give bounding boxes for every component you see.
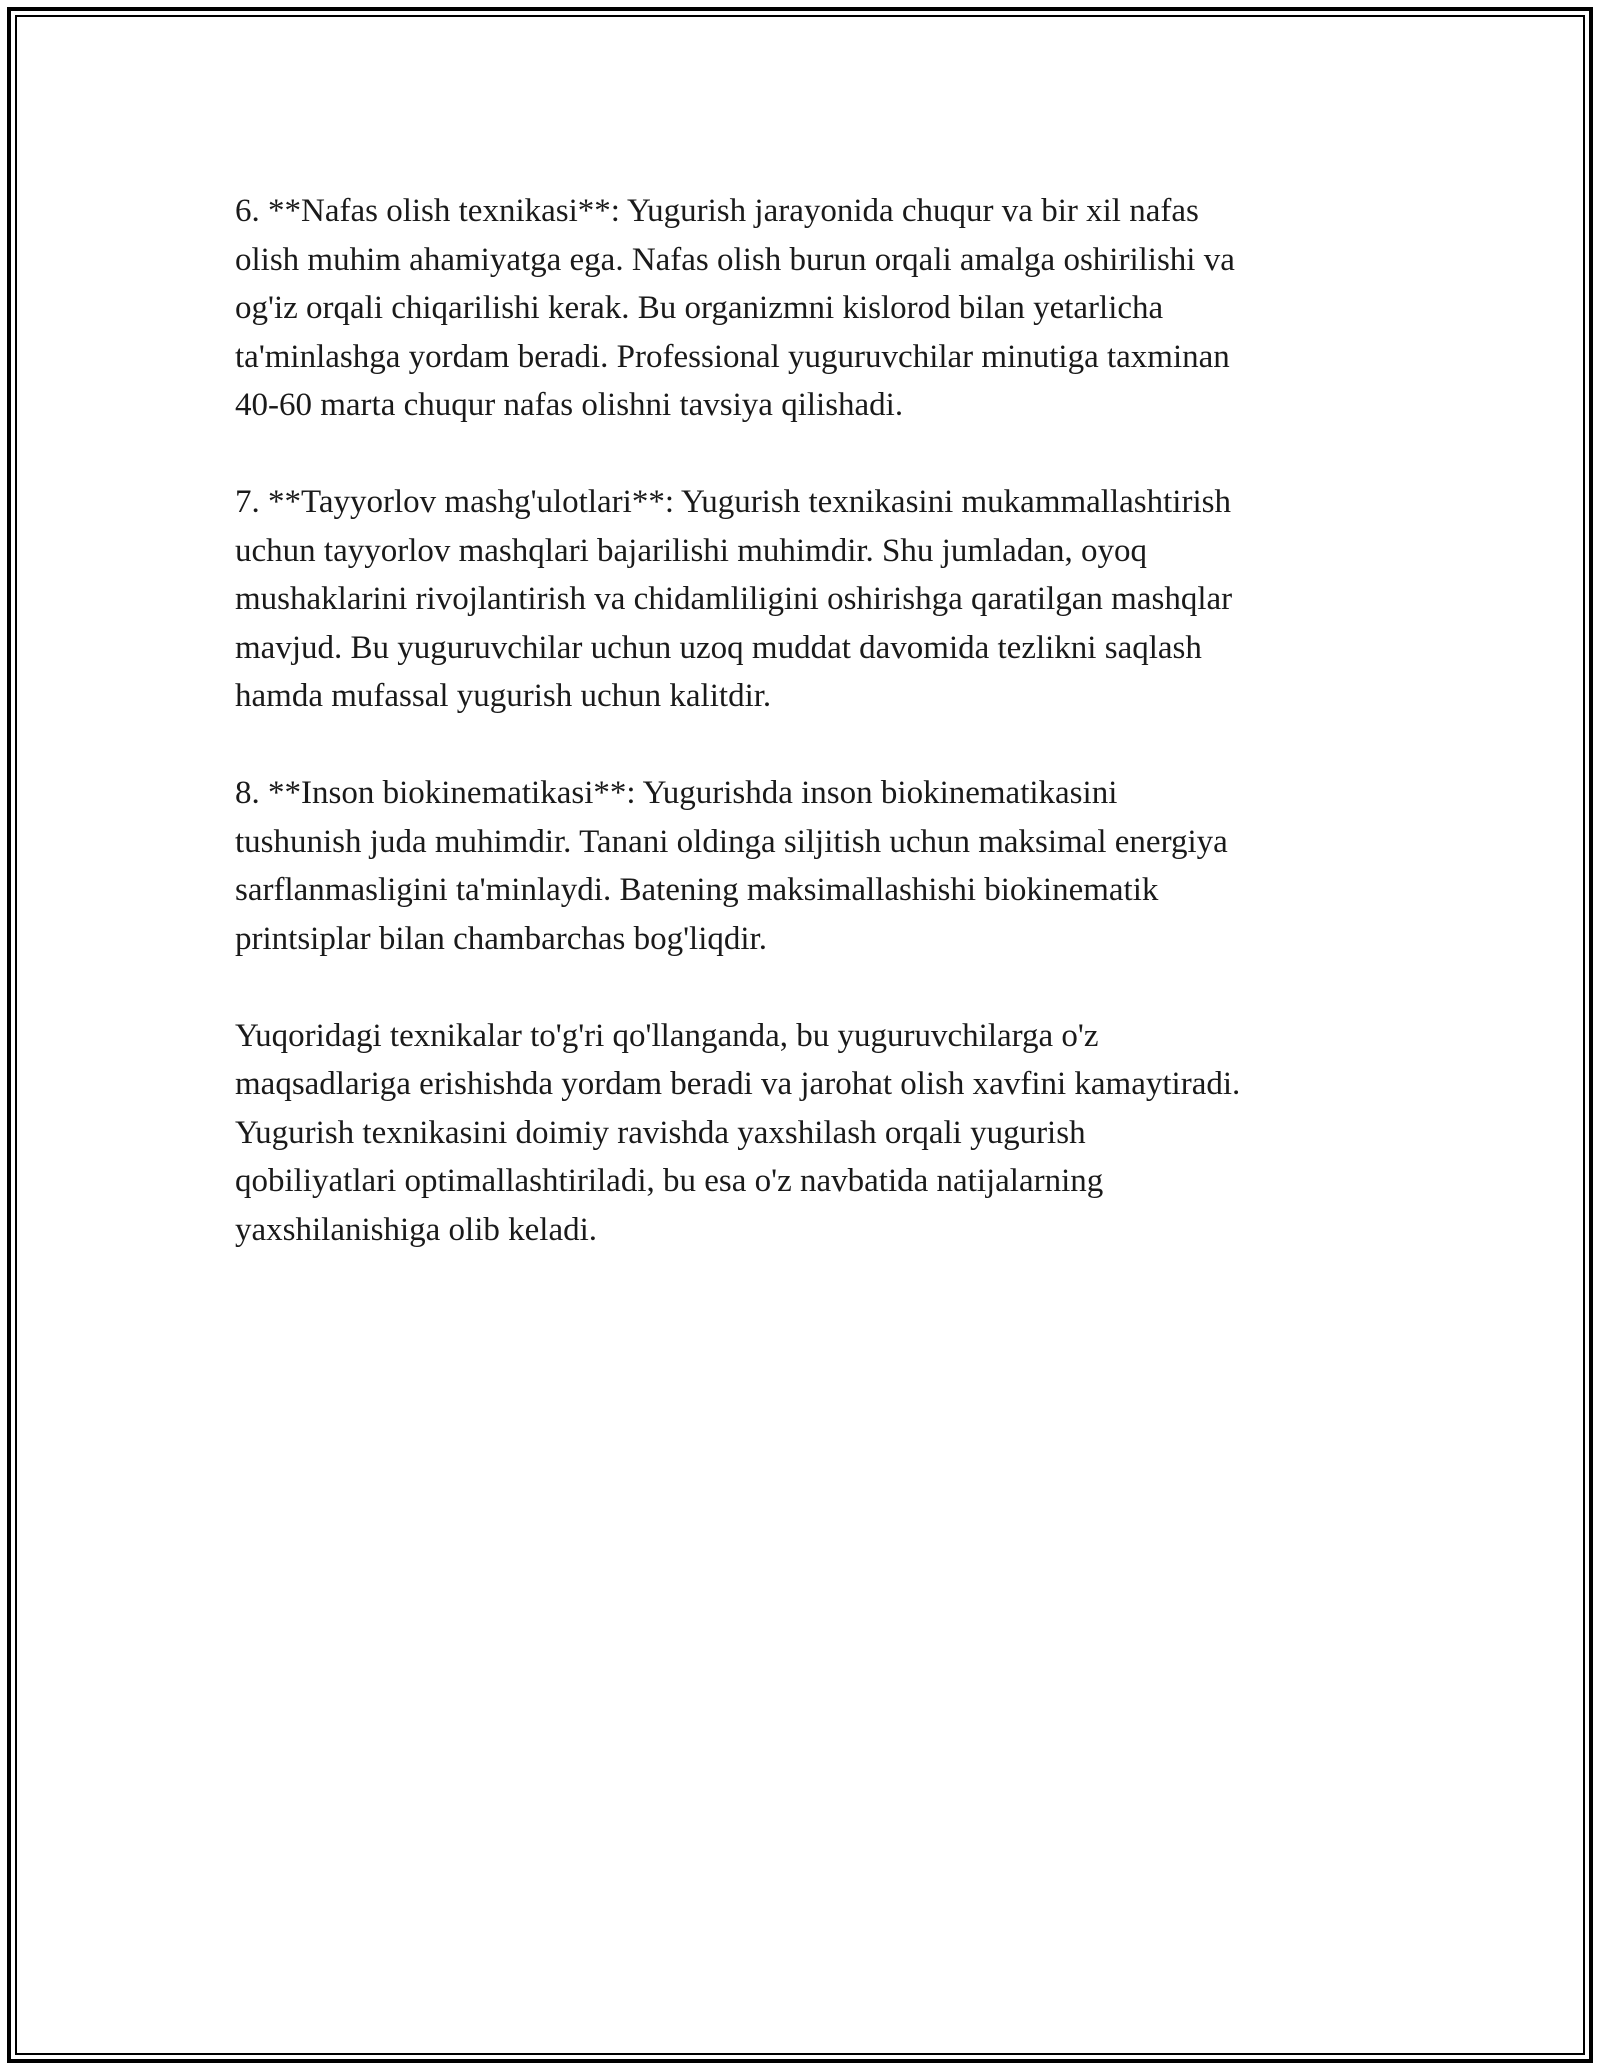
text-line: uchun tayyorlov mashqlari bajarilishi muhimdir. Shu jumladan, oyoq (235, 532, 1147, 569)
paragraph-breathing-technique (235, 187, 1355, 430)
text-line: Yuqoridagi texnikalar to'g'ri qo'llanganda, bu yuguruvchilarga o'z (235, 1017, 1099, 1054)
text-line: og'iz orqali chiqarilishi kerak. Bu organizmni kislorod bilan yetarlicha (235, 290, 1164, 326)
paragraph-biokinematics (235, 769, 1355, 963)
text-line: tushunish juda muhimdir. Tanani oldinga siljitish uchun maksimal energiya (235, 823, 1228, 860)
text-line: maqsadlariga erishishda yordam beradi va jarohat olish xavfini kamaytiradi. (235, 1066, 1241, 1102)
text-line: 40-60 marta chuqur nafas olishni tavsiya qilishadi. (235, 387, 904, 423)
text-line: mushaklarini rivojlantirish va chidamliligini oshirishga qaratilgan mashqlar (235, 581, 1233, 617)
paragraph-training-exercises (235, 478, 1355, 721)
text-line: printsiplar bilan chambarchas bog'liqdir. (235, 920, 767, 957)
text-line: yaxshilanishiga olib keladi. (235, 1211, 598, 1248)
text-line: hamda mufassal yugurish uchun kalitdir. (235, 678, 772, 714)
text-line: Yugurish texnikasini doimiy ravishda yaxshilash orqali yugurish (235, 1114, 1086, 1151)
text-line: olish muhim ahamiyatga ega. Nafas olish burun orqali amalga oshirilishi va (235, 241, 1235, 278)
text-line: mavjud. Bu yuguruvchilar uchun uzoq muddat davomida tezlikni saqlash (235, 629, 1202, 666)
paragraph-conclusion (235, 1012, 1355, 1255)
text-line: ta'minlashga yordam beradi. Professional yuguruvchilar minutiga taxminan (235, 338, 1230, 375)
text-line: 8. **Inson biokinematikasi**: Yugurishda inson biokinematikasini (235, 775, 1118, 811)
document-body (235, 187, 1355, 1303)
text-line: sarflanmasligini ta'minlaydi. Batening maksimallashishi biokinematik (235, 872, 1159, 908)
text-line: 7. **Tayyorlov mashg'ulotlari**: Yugurish texnikasini mukammallashtirish (235, 484, 1231, 520)
text-line: qobiliyatlari optimallashtiriladi, bu esa o'z navbatida natijalarning (235, 1163, 1104, 1199)
text-line: 6. **Nafas olish texnikasi**: Yugurish jarayonida chuqur va bir xil nafas (235, 193, 1199, 229)
